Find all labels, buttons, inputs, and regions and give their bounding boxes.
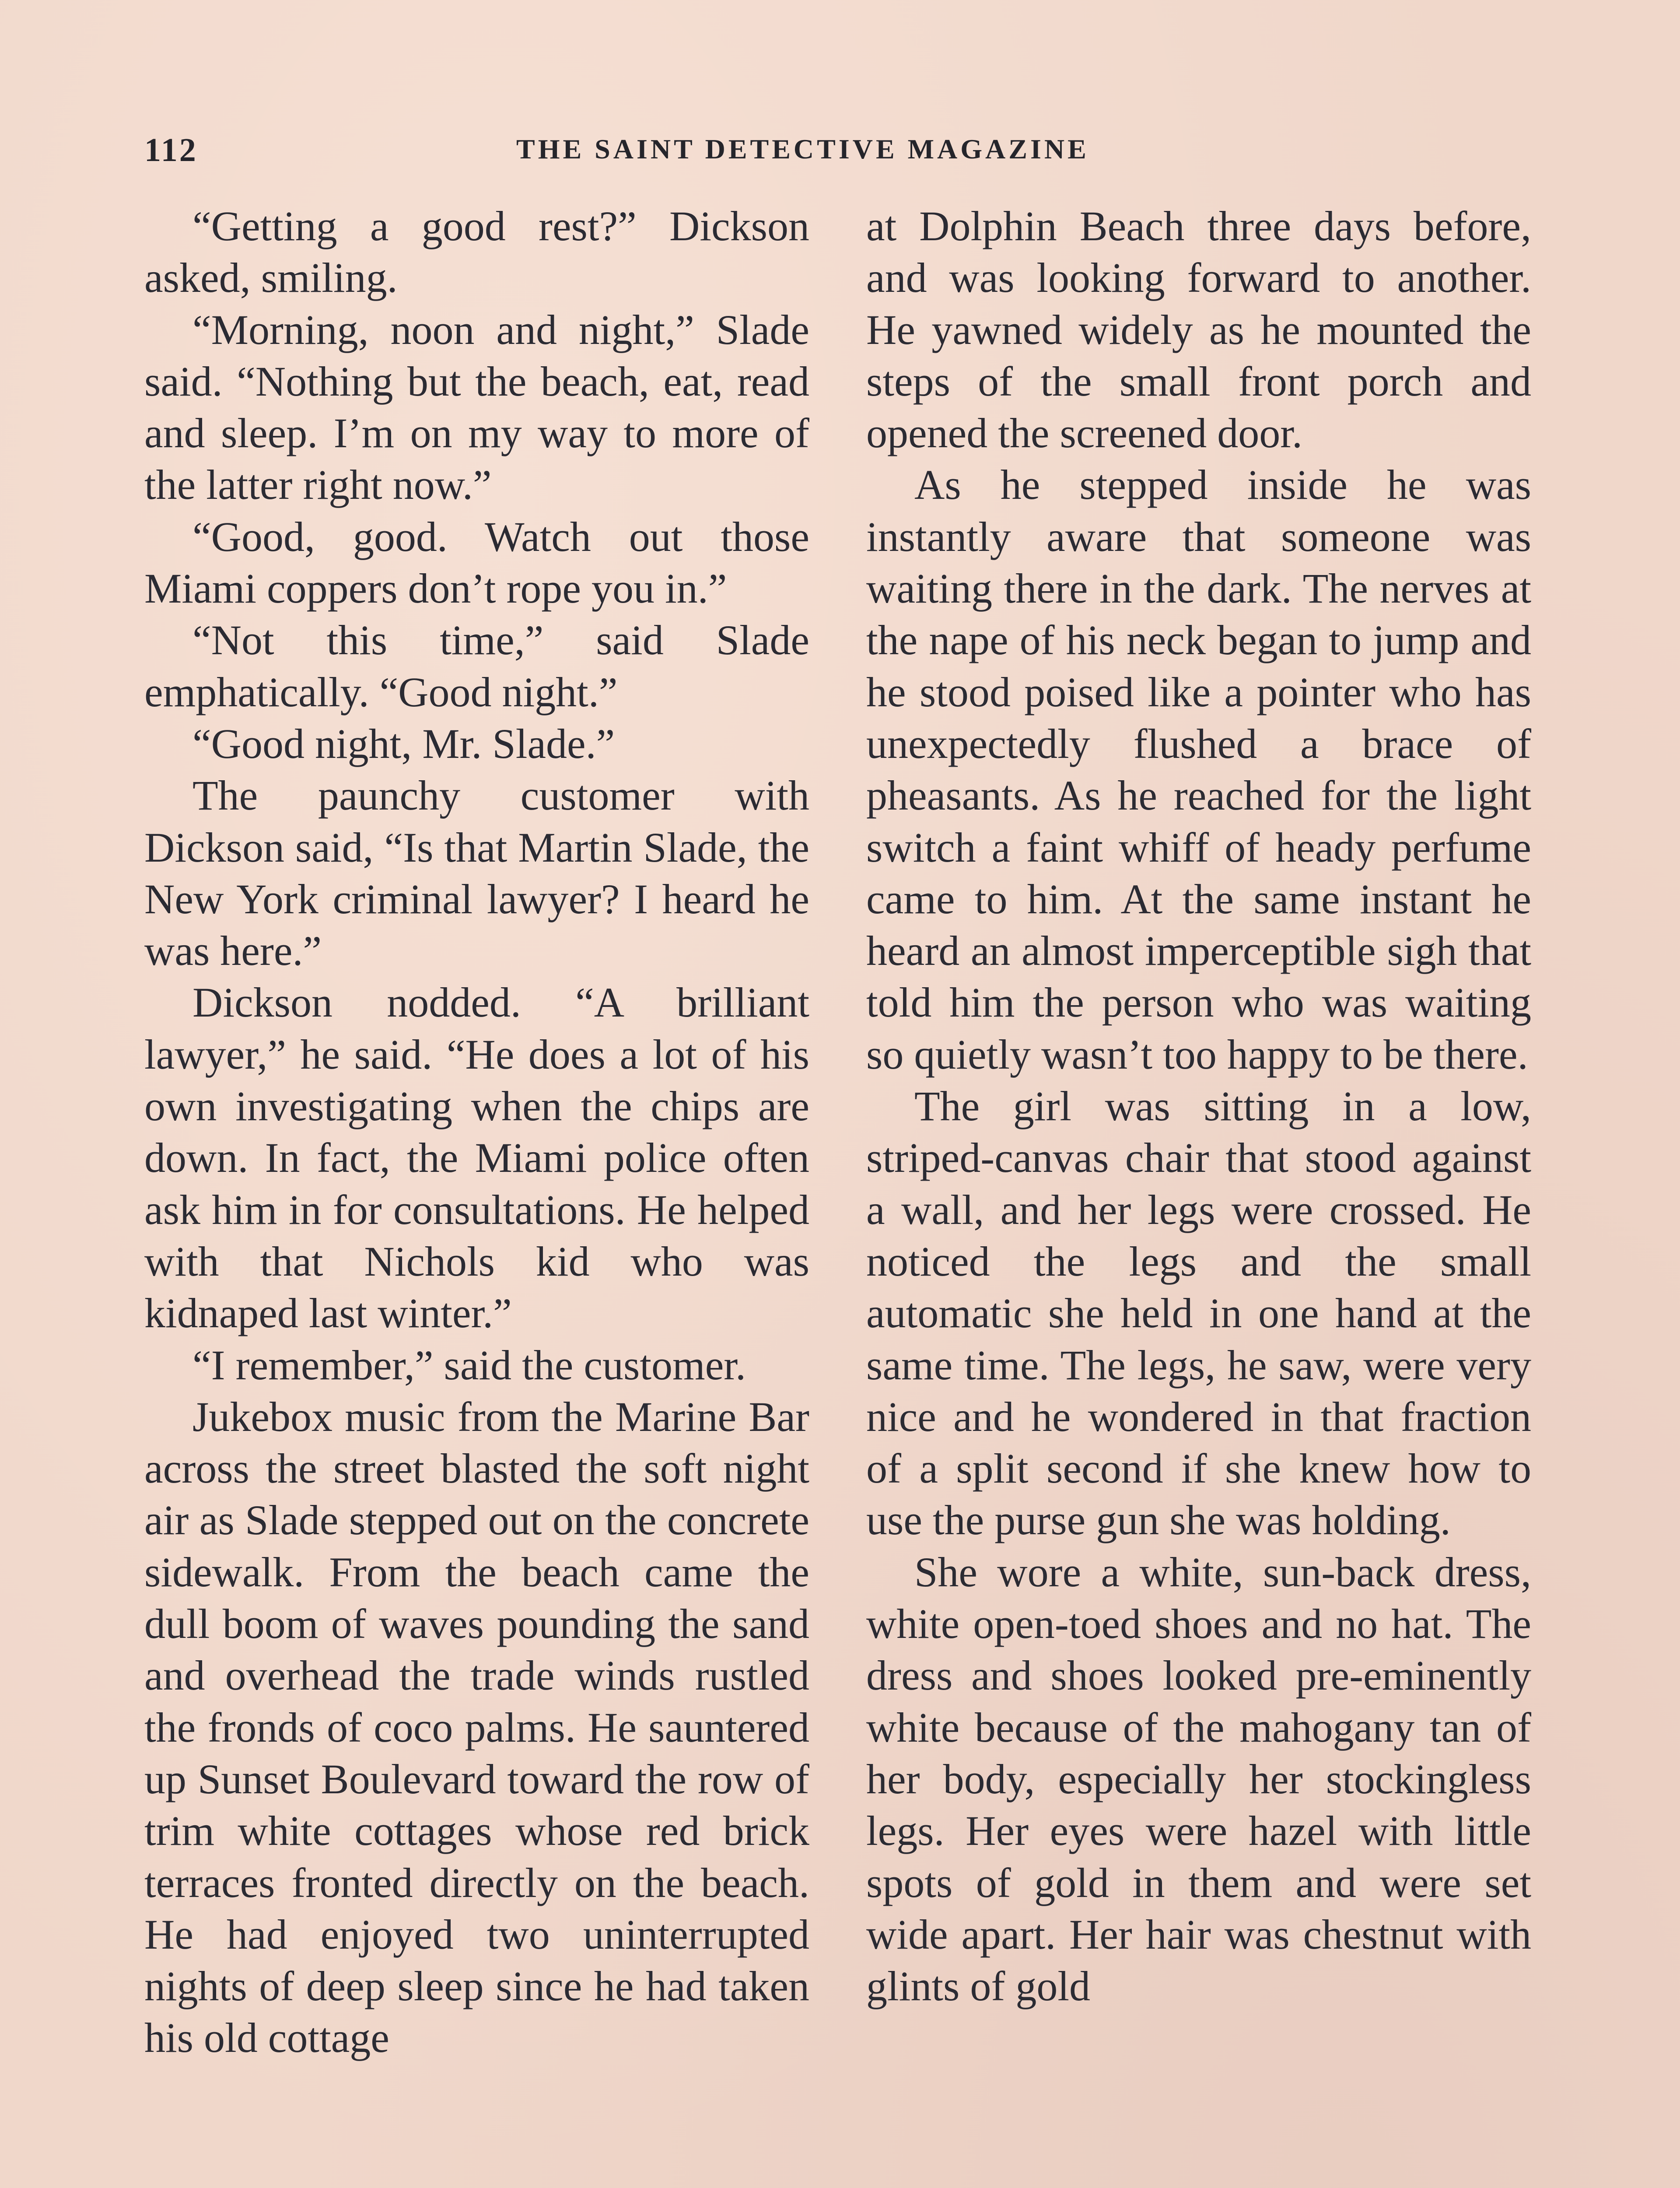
paragraph: “Good night, Mr. Slade.” <box>192 720 615 767</box>
paragraph: Jukebox music from the Marine Bar across the street blasted the soft night air as Slade stepped out on the concrete sidewalk. From the beach came the dull boom of waves pounding the sand and overhead the trade winds rustled the fronds of coco palms. He sauntered up Sunset Boulevard toward the row of trim white cottages whose red brick terraces fronted directly on the beach. He had enjoyed two uninterrupted nights of deep sleep since he had taken his old cottage <box>144 1393 809 2062</box>
page-header <box>144 131 1540 179</box>
paragraph: “Getting a good rest?” Dickson asked, smiling. <box>144 203 809 302</box>
paragraph: “Morning, noon and night,” Slade said. “Nothing but the beach, eat, read and sleep. I’m on my way to more of the latter right now.” <box>144 306 809 508</box>
left-column <box>144 200 809 2064</box>
paragraph: As he stepped inside he was instantly aware that someone was waiting there in the dark. The nerves at the nape of his neck began to jump and he stood poised like a pointer who has unexpectedly flushed a brace of pheasants. As he reached for the light switch a faint whiff of heady perfume came to him. At the same instant he heard an almost imperceptible sigh that told him the person who was waiting so quietly wasn’t too happy to be there. <box>866 461 1531 1078</box>
right-column <box>866 200 1531 2012</box>
paragraph: “Not this time,” said Slade emphatically. “Good night.” <box>144 617 809 715</box>
paragraph: The girl was sitting in a low, striped-canvas chair that stood against a wall, and her legs were crossed. He noticed the legs and the small automatic she held in one hand at the same time. The legs, he saw, were very nice and he wondered in that fraction of a split second if she knew how to use the purse gun she was holding. <box>866 1083 1531 1544</box>
paragraph: “I remember,” said the customer. <box>192 1341 746 1389</box>
running-head: THE SAINT DETECTIVE MAGAZINE <box>516 133 1089 165</box>
paragraph: “Good, good. Watch out those Miami coppers don’t rope you in.” <box>144 513 809 612</box>
paragraph: The paunchy customer with Dickson said, “Is that Martin Slade, the New York criminal lawyer? I heard he was here.” <box>144 772 809 975</box>
paragraph: She wore a white, sun-back dress, white open-toed shoes and no hat. The dress and shoes looked pre-eminently white because of the mahogany tan of her body, especially her stockingless legs. Her eyes were hazel with little spots of gold in them and were set wide apart. Her hair was chestnut with glints of gold <box>866 1548 1531 2010</box>
page-number: 112 <box>144 132 198 168</box>
paragraph: Dickson nodded. “A brilliant lawyer,” he said. “He does a lot of his own investigating when the chips are down. In fact, the Miami police often ask him in for consultations. He helped with that Nichols kid who was kidnaped last winter.” <box>144 979 809 1337</box>
paragraph-continued: at Dolphin Beach three days before, and was looking forward to another. He yawned widely as he mounted the steps of the small front porch and opened the screened door. <box>866 203 1531 457</box>
